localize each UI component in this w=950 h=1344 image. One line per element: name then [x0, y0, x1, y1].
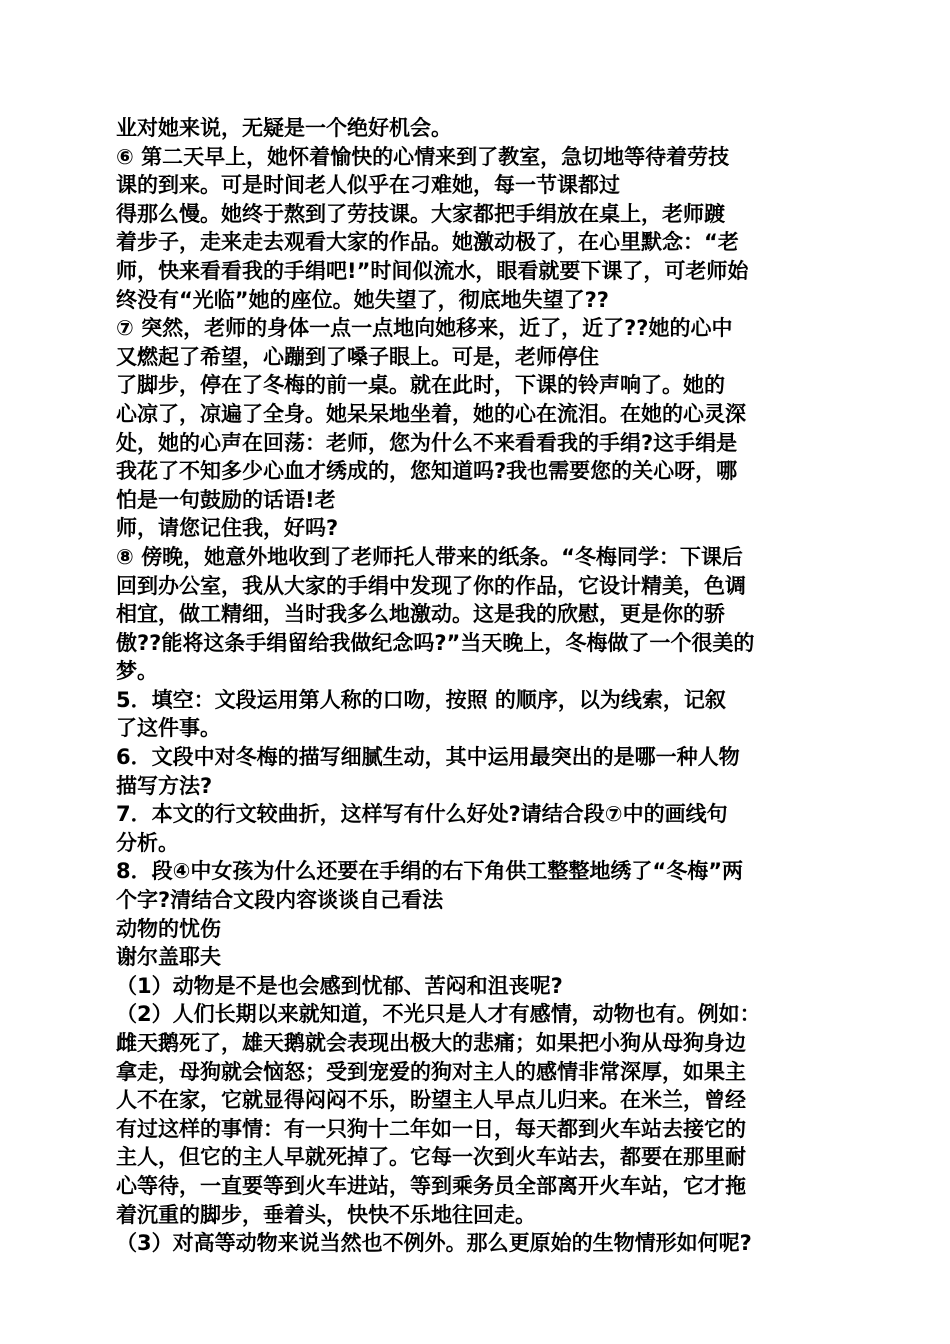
question-line: 个字?清结合文段内容谈谈自己看法 — [116, 888, 444, 913]
text-line: 终没有“光临”她的座位。她失望了，彻底地失望了?? — [116, 287, 609, 312]
text-line: 着步子，走来走去观看大家的作品。她激动极了，在心里默念：“老 — [116, 230, 739, 255]
question-line: 了这件事。 — [116, 716, 221, 741]
text-line: ⑦ 突然，老师的身体一点一点地向她移来，近了，近了??她的心中 — [116, 316, 733, 341]
text-line: 着沉重的脚步，垂着头，快快不乐地往回走。 — [116, 1202, 536, 1227]
text-line: 课的到来。可是时间老人似乎在刁难她，每一节课都过 — [116, 173, 620, 198]
text-line: 处，她的心声在回荡：老师，您为什么不来看看我的手绢?这手绢是 — [116, 430, 738, 455]
text-line: 师，快来看看我的手绢吧!”时间似流水，眼看就要下课了，可老师始 — [116, 258, 749, 283]
article-title: 动物的忧伤 — [116, 916, 221, 941]
text-line: （3）对高等动物来说当然也不例外。那么更原始的生物情形如何呢? — [116, 1231, 752, 1256]
question-line: 分析。 — [116, 830, 179, 855]
text-line: 人不在家，它就显得闷闷不乐，盼望主人早点儿归来。在米兰，曾经 — [116, 1088, 746, 1113]
text-line: 又燃起了希望，心蹦到了嗓子眼上。可是，老师停住 — [116, 344, 599, 369]
text-line: 梦。 — [116, 659, 158, 684]
text-line: 雌天鹅死了，雄天鹅就会表现出极大的悲痛；如果把小狗从母狗身边 — [116, 1031, 746, 1055]
question-line: 5．填空：文段运用第人称的口吻，按照 的顺序，以为线索，记叙 — [116, 687, 726, 712]
text-line: ⑧ 傍晚，她意外地收到了老师托人带来的纸条。“冬梅同学：下课后 — [116, 544, 743, 569]
text-line: 了脚步，停在了冬梅的前一桌。就在此时，下课的铃声响了。她的 — [116, 373, 725, 398]
text-line: 回到办公室，我从大家的手绢中发现了你的作品，它设计精美，色调 — [116, 573, 746, 598]
text-line: 师，请您记住我，好吗? — [116, 516, 339, 541]
text-line: 相宜，做工精细，当时我多么地激动。这是我的欣慰，更是你的骄 — [116, 602, 725, 627]
text-line: 傲??能将这条手绢留给我做纪念吗?”当天晚上，冬梅做了一个很美的 — [116, 630, 755, 655]
text-line: 拿走，母狗就会恼怒；受到宠爱的狗对主人的感情非常深厚，如果主 — [116, 1059, 746, 1084]
text-line: ⑥ 第二天早上，她怀着愉快的心情来到了教室，急切地等待着劳技 — [116, 144, 730, 169]
question-line: 6．文段中对冬梅的描写细腻生动，其中运用最突出的是哪一种人物 — [116, 745, 740, 770]
text-line: （1）动物是不是也会感到忧郁、苦闷和沮丧呢? — [116, 973, 563, 998]
question-line: 7．本文的行文较曲折，这样写有什么好处?请结合段⑦中的画线句 — [116, 802, 728, 827]
text-line: 心等待，一直要等到火车进站，等到乘务员全部离开火车站，它才拖 — [116, 1173, 746, 1198]
question-line: 8．段④中女孩为什么还要在手绢的右下角供工整整地绣了“冬梅”两 — [116, 859, 743, 884]
text-line: （2）人们长期以来就知道，不光只是人才有感情，动物也有。例如： — [116, 1002, 761, 1027]
text-line: 得那么慢。她终于熬到了劳技课。大家都把手绢放在桌上，老师踱 — [116, 201, 725, 226]
text-line: 心凉了，凉遍了全身。她呆呆地坐着，她的心在流泪。在她的心灵深 — [116, 401, 746, 426]
text-line: 我花了不知多少心血才绣成的，您知道吗?我也需要您的关心呀，哪 — [116, 459, 738, 484]
text-line: 有过这样的事情：有一只狗十二年如一日，每天都到火车站去接它的 — [116, 1116, 746, 1141]
text-line: 业对她来说，无疑是一个绝好机会。 — [116, 116, 452, 140]
text-line: 主人，但它的主人早就死掉了。它每一次到火车站去，都要在那里耐 — [116, 1145, 746, 1170]
article-author: 谢尔盖耶夫 — [116, 945, 221, 970]
question-line: 描写方法? — [116, 773, 213, 798]
text-line: 怕是一句鼓励的话语!老 — [116, 487, 336, 512]
document-page — [116, 114, 846, 1258]
